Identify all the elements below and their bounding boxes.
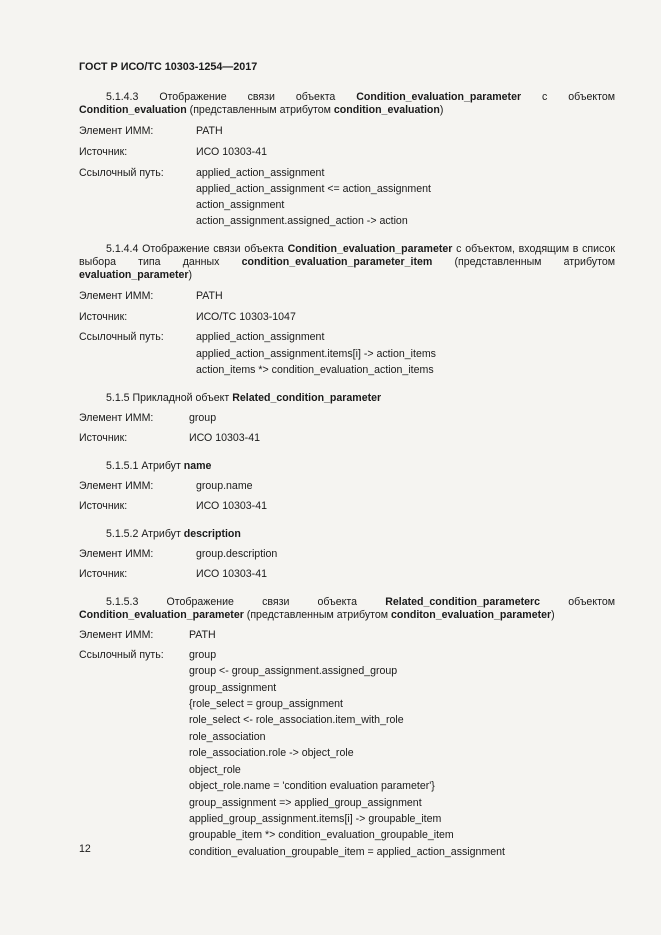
label-element: Элемент ИММ:	[79, 480, 154, 492]
label-element: Элемент ИММ:	[79, 125, 154, 137]
value-element: PATH	[189, 629, 216, 641]
section-heading-5-1-4-3: 5.1.4.3 Отображение связи объекта Condition_evaluation_parameter с объектом Condition_evaluation (представленным атрибутом condition_evaluation)	[79, 91, 616, 116]
section-heading-5-1-5-3: 5.1.5.3 Отображение связи объекта Related_condition_parameterс объектом Condition_evaluation_parameter (представленным атрибутом conditon_evaluation_parameter)	[79, 596, 615, 621]
label-element: Элемент ИММ:	[79, 412, 154, 424]
path-line: applied_group_assignment.items[i] -> groupable_item	[189, 813, 442, 825]
section-heading-5-1-5-2: 5.1.5.2 Атрибут description	[106, 528, 241, 540]
value-element: PATH	[196, 290, 223, 302]
value-element: PATH	[196, 125, 223, 137]
value-source: ИСО 10303-41	[196, 568, 267, 580]
label-source: Источник:	[79, 568, 128, 580]
path-line: group_assignment	[189, 682, 277, 694]
value-element: group	[189, 412, 217, 424]
section-heading-5-1-5: 5.1.5 Прикладной объект Related_condition_parameter	[106, 392, 382, 404]
label-path: Ссылочный путь:	[79, 167, 164, 179]
value-source: ИСО 10303-41	[196, 500, 267, 512]
path-line: role_select <- role_association.item_with_role	[189, 714, 404, 726]
path-line: group <- group_assignment.assigned_group	[189, 665, 398, 677]
label-path: Ссылочный путь:	[79, 331, 164, 343]
path-line: condition_evaluation_groupable_item = applied_action_assignment	[189, 846, 505, 858]
path-line: object_role	[189, 764, 241, 776]
path-line: applied_action_assignment	[196, 167, 325, 179]
value-source: ИСО/ТС 10303-1047	[196, 311, 296, 323]
label-element: Элемент ИММ:	[79, 629, 154, 641]
document-header: ГОСТ Р ИСО/ТС 10303-1254—2017	[79, 61, 258, 73]
path-line: role_association	[189, 731, 266, 743]
path-line: role_association.role -> object_role	[189, 747, 354, 759]
label-element: Элемент ИММ:	[79, 290, 154, 302]
path-line: groupable_item *> condition_evaluation_groupable_item	[189, 829, 454, 841]
label-source: Источник:	[79, 500, 128, 512]
label-source: Источник:	[79, 311, 128, 323]
path-line: applied_action_assignment.items[i] -> action_items	[196, 348, 436, 360]
value-source: ИСО 10303-41	[196, 146, 267, 158]
label-source: Источник:	[79, 146, 128, 158]
value-source: ИСО 10303-41	[189, 432, 260, 444]
value-element: group.description	[196, 548, 278, 560]
section-heading-5-1-4-4: 5.1.4.4 Отображение связи объекта Condition_evaluation_parameter с объектом, входящим в список выбора типа данных condition_evaluation_parameter_item (представленным атрибутом evaluation_parameter)	[79, 243, 615, 281]
path-line: action_items *> condition_evaluation_action_items	[196, 364, 434, 376]
path-line: applied_action_assignment	[196, 331, 325, 343]
path-line: applied_action_assignment <= action_assignment	[196, 183, 431, 195]
path-line: object_role.name = 'condition evaluation parameter'}	[189, 780, 435, 792]
label-path: Ссылочный путь:	[79, 649, 164, 661]
path-line: action_assignment.assigned_action -> action	[196, 215, 408, 227]
section-heading-5-1-5-1: 5.1.5.1 Атрибут name	[106, 460, 212, 472]
path-line: group	[189, 649, 217, 661]
path-line: action_assignment	[196, 199, 285, 211]
path-line: group_assignment => applied_group_assignment	[189, 797, 422, 809]
label-source: Источник:	[79, 432, 128, 444]
label-element: Элемент ИММ:	[79, 548, 154, 560]
value-element: group.name	[196, 480, 253, 492]
page-number: 12	[79, 843, 91, 855]
path-line: {role_select = group_assignment	[189, 698, 344, 710]
